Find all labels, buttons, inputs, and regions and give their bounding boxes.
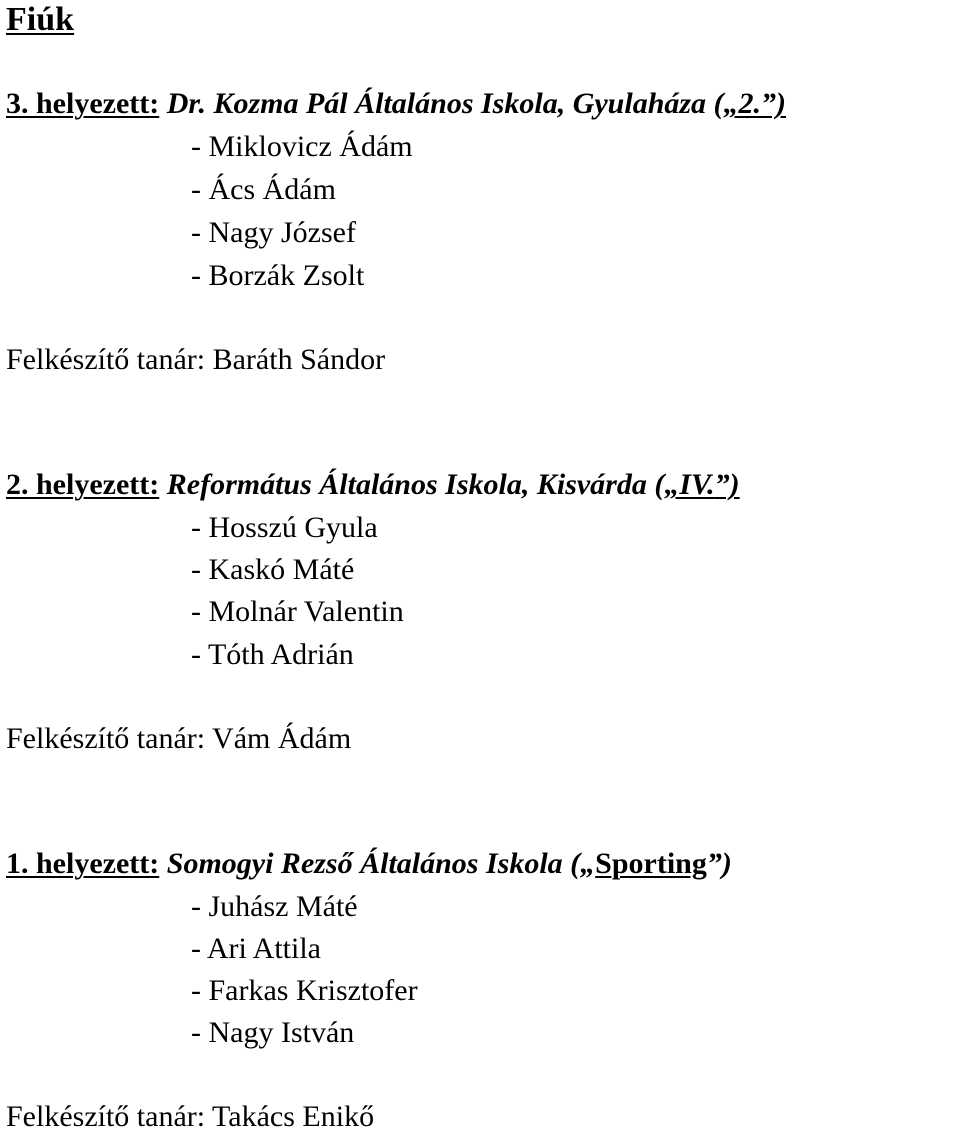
coach-line: Felkészítő tanár: Baráth Sándor xyxy=(6,343,386,376)
place-label: 1. helyezett: xyxy=(6,847,160,880)
team-name: IV. xyxy=(679,468,715,501)
school-name: Somogyi Rezső Általános Iskola ( xyxy=(159,847,581,880)
member-item: - Ács Ádám xyxy=(191,173,336,206)
team-close: ”) xyxy=(761,87,787,120)
team-open-quote: „ xyxy=(664,468,680,501)
member-item: - Kaskó Máté xyxy=(191,553,355,586)
member-item: - Borzák Zsolt xyxy=(191,259,365,292)
member-item: - Miklovicz Ádám xyxy=(191,130,413,163)
team-close: ”) xyxy=(714,468,740,501)
team-open-quote: „ xyxy=(580,847,596,880)
member-item: - Nagy József xyxy=(191,216,356,249)
team-close: ”) xyxy=(706,847,732,880)
section-heading-2nd xyxy=(6,467,740,503)
member-item: - Juhász Máté xyxy=(191,890,358,923)
team-open-quote: „ xyxy=(723,87,739,120)
section-heading-1st xyxy=(6,846,732,882)
team-name: 2. xyxy=(738,87,762,120)
member-item: - Hosszú Gyula xyxy=(191,511,378,544)
school-name: Dr. Kozma Pál Általános Iskola, Gyulaháza ( xyxy=(159,87,724,120)
place-label: 2. helyezett: xyxy=(6,468,160,501)
place-label: 3. helyezett: xyxy=(6,87,160,120)
member-item: - Molnár Valentin xyxy=(191,595,404,628)
member-item: - Farkas Krisztofer xyxy=(191,974,418,1007)
member-item: - Tóth Adrián xyxy=(191,638,354,671)
coach-line: Felkészítő tanár: Vám Ádám xyxy=(6,722,352,755)
member-item: - Nagy István xyxy=(191,1016,355,1049)
school-name: Református Általános Iskola, Kisvárda ( xyxy=(159,468,665,501)
page-title: Fiúk xyxy=(6,1,75,38)
member-item: - Ari Attila xyxy=(191,932,321,965)
coach-line: Felkészítő tanár: Takács Enikő xyxy=(6,1100,375,1133)
section-heading-3rd xyxy=(6,86,786,122)
team-name: Sporting xyxy=(595,847,707,880)
